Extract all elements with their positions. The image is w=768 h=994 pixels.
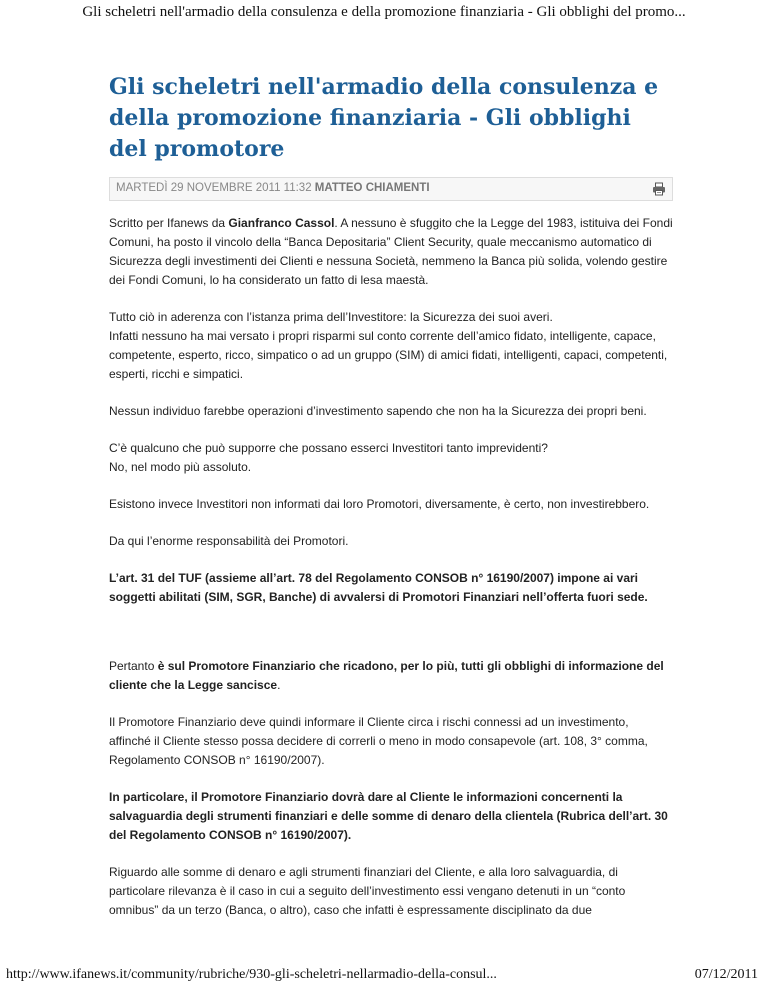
paragraph-4: C’è qualcuno che può supporre che possano esserci Investitori tanto imprevidenti? No, nel modo più assoluto.	[109, 441, 548, 474]
author-name: Gianfranco Cassol	[228, 216, 335, 230]
print-footer-url: http://www.ifanews.it/community/rubriche/930-gli-scheletri-nellarmadio-della-consul...	[6, 967, 497, 982]
paragraph-10: In particolare, il Promotore Finanziario dovrà dare al Cliente le informazioni concernenti la salvaguardia degli strumenti finanziari e delle somme di denaro della clientela (Rubrica dell’art. 30 del Regolamento CONSOB n° 16190/2007).	[109, 790, 668, 842]
article-meta	[116, 182, 430, 194]
paragraph-3: Nessun individuo farebbe operazioni d’investimento sapendo che non ha la Sicurezza dei propri beni.	[109, 404, 647, 418]
article-date: MARTEDÌ 29 NOVEMBRE 2011 11:32	[116, 182, 312, 194]
printer-icon[interactable]	[652, 182, 666, 196]
print-footer	[0, 964, 768, 988]
article-author[interactable]: MATTEO CHIAMENTI	[314, 182, 430, 194]
paragraph-9: Il Promotore Finanziario deve quindi informare il Cliente circa i rischi connessi ad un investimento, affinché il Cliente stesso possa decidere di correrli o meno in modo consapevole (art. 108, 3° comma, Regolamento CONSOB n° 16190/2007).	[109, 715, 648, 767]
paragraph-1: Scritto per Ifanews da Gianfranco Cassol. A nessuno è sfuggito che la Legge del 1983, istituiva dei Fondi Comuni, ha posto il vincolo della “Banca Depositaria” Client Security, quale meccanismo automatico di Sicurezza degli investimenti dei Clienti e nessuna Società, nemmeno la Banca più solida, volendo gestire dei Fondi Comuni, lo ha considerato un fatto di lesa maestà.	[109, 216, 673, 287]
article-meta-bar	[109, 177, 673, 201]
print-header-title: Gli scheletri nell'armadio della consulenza e della promozione finanziaria - Gli obblighi del promo...	[82, 4, 686, 20]
paragraph-8: Pertanto è sul Promotore Finanziario che ricadono, per lo più, tutti gli obblighi di informazione del cliente che la Legge sancisce.	[109, 659, 664, 692]
paragraph-2: Tutto ciò in aderenza con l’istanza prima dell’Investitore: la Sicurezza dei suoi averi. Infatti nessuno ha mai versato i propri risparmi sul conto corrente dell’amico fidato, intelligente, capace, competente, esperto, ricco, simpatico o ad un gruppo (SIM) di amici fidati, intelligenti, capaci, competenti, esperti, ricchi e simpatici.	[109, 310, 668, 381]
paragraph-11: Riguardo alle somme di denaro e agli strumenti finanziari del Cliente, e alla loro salvaguardia, di particolare rilevanza è il caso in cui a seguito dell’investimento essi vengano detenuti in un “conto omnibus” da un terzo (Banca, o altro), caso che infatti è espressamente disciplinato da due	[109, 865, 626, 917]
paragraph-5: Esistono invece Investitori non informati dai loro Promotori, diversamente, è certo, non investirebbero.	[109, 497, 650, 511]
paragraph-7: L’art. 31 del TUF (assieme all’art. 78 del Regolamento CONSOB n° 16190/2007) impone ai vari soggetti abilitati (SIM, SGR, Banche) di avvalersi di Promotori Finanziari nell’offerta fuori sede.	[109, 571, 648, 604]
print-footer-date: 07/12/2011	[694, 967, 758, 982]
article-body	[109, 214, 673, 920]
article	[109, 72, 673, 938]
article-title[interactable]: Gli scheletri nell'armadio della consulenza e della promozione finanziaria - Gli obblighi del promotore	[109, 74, 659, 162]
paragraph-6: Da qui l’enorme responsabilità dei Promotori.	[109, 534, 349, 548]
